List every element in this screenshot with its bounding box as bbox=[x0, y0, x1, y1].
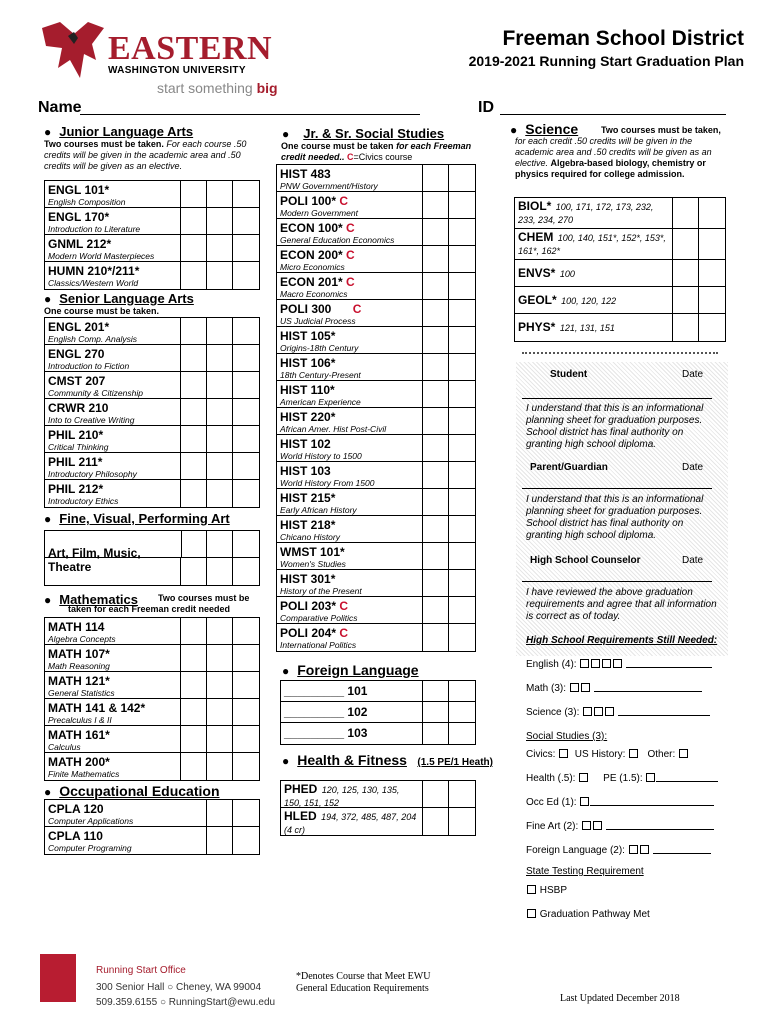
req-english: English (4): bbox=[526, 659, 712, 670]
checkbox[interactable] bbox=[580, 797, 589, 806]
checkbox[interactable] bbox=[629, 749, 638, 758]
parent-signature-line[interactable] bbox=[522, 488, 712, 489]
checkbox[interactable] bbox=[594, 707, 603, 716]
course-row[interactable]: HIST 301* History of the Present bbox=[277, 570, 475, 597]
student-label: Student bbox=[550, 369, 588, 380]
footnote: *Denotes Course that Meet EWU General Education Requirements bbox=[296, 971, 431, 994]
science-heading: ● Science bbox=[510, 121, 579, 137]
parent-statement: I understand that this is an informational planning sheet for graduation purposes. School district has final authority on granting high school diploma. bbox=[526, 494, 704, 541]
course-row[interactable]: MATH 114 Algebra Concepts bbox=[45, 618, 259, 645]
requirements-heading: High School Requirements Still Needed: bbox=[526, 635, 718, 646]
checkbox[interactable] bbox=[527, 885, 536, 894]
state-testing-heading: State Testing Requirement bbox=[526, 866, 644, 877]
senior-lang-grid bbox=[44, 317, 260, 508]
req-math: Math (3): bbox=[526, 683, 702, 694]
course-row[interactable]: GNML 212* Modern World Masterpieces bbox=[45, 235, 259, 262]
course-row[interactable]: MATH 200* Finite Mathematics bbox=[45, 753, 259, 780]
course-row[interactable]: HIST 103 World History From 1500 bbox=[277, 462, 475, 489]
course-row[interactable]: POLI 204* C International Politics bbox=[277, 624, 475, 651]
course-row[interactable]: PHIL 210* Critical Thinking bbox=[45, 426, 259, 453]
fine-arts-row[interactable]: Art, Film, Music, Theatre bbox=[45, 558, 259, 585]
checkbox[interactable] bbox=[582, 821, 591, 830]
social-heading: ● Jr. & Sr. Social Studies bbox=[282, 126, 445, 141]
course-row[interactable]: CMST 207 Community & Citizenship bbox=[45, 372, 259, 399]
parent-date-label: Date bbox=[682, 462, 704, 473]
req-social: Social Studies (3): bbox=[526, 731, 608, 742]
footer-contact: 509.359.6155 ○ RunningStart@ewu.edu bbox=[96, 997, 276, 1008]
math-heading: ● Mathematics bbox=[44, 592, 138, 607]
course-row[interactable]: HIST 215* Early African History bbox=[277, 489, 475, 516]
checkbox[interactable] bbox=[646, 773, 655, 782]
science-note: Two courses must be taken, for each credit .50 credits will be given in the academic area and .50 credits will be given as an elective. Algebra-based biology, chemistry or physics required for college admission. bbox=[515, 125, 721, 179]
senior-lang-note: One course must be taken. bbox=[44, 306, 160, 316]
social-note: One course must be taken for each Freeman credit needed.. C=Civics course bbox=[281, 141, 472, 162]
divider bbox=[522, 352, 718, 354]
checkbox[interactable] bbox=[629, 845, 638, 854]
social-grid bbox=[276, 164, 476, 652]
foreign-row[interactable]: _________ 101 bbox=[281, 681, 475, 702]
logo-eastern: EASTERN bbox=[108, 30, 273, 67]
checkbox[interactable] bbox=[602, 659, 611, 668]
course-row[interactable]: WMST 101* Women's Studies bbox=[277, 543, 475, 570]
checkbox[interactable] bbox=[580, 659, 589, 668]
req-foreign: Foreign Language (2): bbox=[526, 845, 711, 856]
course-row[interactable]: ENGL 201* English Comp. Analysis bbox=[45, 318, 259, 345]
science-grid bbox=[514, 197, 726, 342]
req-fine: Fine Art (2): bbox=[526, 821, 714, 832]
junior-lang-note: Two courses must be taken. For each course .50 credits will be given in the academic area and .50 credits will be given as an elective. bbox=[44, 139, 247, 171]
checkbox[interactable] bbox=[527, 909, 536, 918]
math-grid bbox=[44, 617, 260, 781]
req-occ: Occ Ed (1): bbox=[526, 797, 714, 808]
checkbox[interactable] bbox=[581, 683, 590, 692]
course-row[interactable]: ECON 201* C Macro Economics bbox=[277, 273, 475, 300]
foreign-heading: ● Foreign Language bbox=[282, 662, 419, 678]
district-title: Freeman School District bbox=[502, 27, 744, 50]
req-health: Health (.5): PE (1.5): bbox=[526, 773, 718, 784]
course-row[interactable]: ENVS* 100 bbox=[515, 260, 725, 287]
eagle-logo-icon bbox=[40, 20, 106, 80]
course-row[interactable]: HIST 220* African Amer. Hist Post-Civil bbox=[277, 408, 475, 435]
req-pathway: Graduation Pathway Met bbox=[526, 909, 650, 920]
last-updated: Last Updated December 2018 bbox=[560, 993, 680, 1004]
course-row[interactable]: HIST 102 World History to 1500 bbox=[277, 435, 475, 462]
course-row[interactable]: POLI 300 C US Judicial Process bbox=[277, 300, 475, 327]
fine-arts-grid bbox=[44, 530, 260, 586]
course-row[interactable]: MATH 161* Calculus bbox=[45, 726, 259, 753]
course-row[interactable]: ECON 100* C General Education Economics bbox=[277, 219, 475, 246]
course-row[interactable]: HIST 110* American Experience bbox=[277, 381, 475, 408]
course-row[interactable]: MATH 141 & 142* Precalculus I & II bbox=[45, 699, 259, 726]
occ-ed-heading: ● Occupational Education bbox=[44, 783, 220, 799]
plan-title: 2019-2021 Running Start Graduation Plan bbox=[468, 53, 744, 69]
course-row[interactable]: ECON 200* C Micro Economics bbox=[277, 246, 475, 273]
checkbox[interactable] bbox=[583, 707, 592, 716]
course-row[interactable]: HUMN 210*/211* Classics/Western World bbox=[45, 262, 259, 289]
student-date-label: Date bbox=[682, 369, 704, 380]
foreign-row[interactable]: _________ 102 bbox=[281, 702, 475, 723]
course-row[interactable]: MATH 107* Math Reasoning bbox=[45, 645, 259, 672]
checkbox[interactable] bbox=[570, 683, 579, 692]
course-row[interactable]: CHEM 100, 140, 151*, 152*, 153*, 161*, 162* bbox=[515, 229, 725, 260]
course-row[interactable]: HIST 483 PNW Government/History bbox=[277, 165, 475, 192]
course-row[interactable]: HIST 218* Chicano History bbox=[277, 516, 475, 543]
junior-lang-heading: ● Junior Language Arts bbox=[44, 124, 194, 139]
checkbox[interactable] bbox=[579, 773, 588, 782]
junior-lang-grid bbox=[44, 180, 260, 290]
footer-address: 300 Senior Hall ○ Cheney, WA 99004 bbox=[96, 982, 262, 993]
counselor-statement: I have reviewed the above graduation requirements and agree that all information is correct as of today. bbox=[526, 587, 717, 622]
course-row[interactable]: HLED 194, 372, 485, 487, 204 (4 cr) bbox=[281, 808, 475, 835]
checkbox[interactable] bbox=[593, 821, 602, 830]
name-field[interactable] bbox=[80, 114, 420, 115]
health-grid bbox=[280, 780, 476, 836]
req-social-sub: Civics: US History: Other: bbox=[526, 749, 689, 760]
foreign-grid bbox=[280, 680, 476, 745]
logo-tagline: start something big bbox=[157, 80, 278, 96]
name-label: Name bbox=[38, 99, 82, 116]
foreign-row[interactable]: _________ 103 bbox=[281, 723, 475, 744]
logo-university: WASHINGTON UNIVERSITY bbox=[108, 65, 246, 76]
course-row[interactable]: ENGL 170* Introduction to Literature bbox=[45, 208, 259, 235]
checkbox[interactable] bbox=[605, 707, 614, 716]
occ-ed-grid bbox=[44, 799, 260, 855]
counselor-label: High School Counselor bbox=[530, 555, 641, 566]
ewu-mark-icon bbox=[40, 954, 76, 1002]
footer-office: Running Start Office bbox=[96, 965, 186, 976]
math-note: Two courses must be taken for each Freeman credit needed bbox=[68, 593, 250, 614]
course-row[interactable]: ENGL 270 Introduction to Fiction bbox=[45, 345, 259, 372]
student-signature-line[interactable] bbox=[522, 398, 712, 399]
req-hsbp: HSBP bbox=[526, 885, 567, 896]
checkbox[interactable] bbox=[559, 749, 568, 758]
checkbox[interactable] bbox=[613, 659, 622, 668]
checkbox[interactable] bbox=[640, 845, 649, 854]
course-row[interactable]: POLI 203* C Comparative Politics bbox=[277, 597, 475, 624]
course-row[interactable]: CPLA 120 Computer Applications bbox=[45, 800, 259, 827]
course-row[interactable]: CRWR 210 Into to Creative Writing bbox=[45, 399, 259, 426]
course-row[interactable]: HIST 105* Origins-18th Century bbox=[277, 327, 475, 354]
parent-label: Parent/Guardian bbox=[530, 462, 608, 473]
course-row[interactable]: ENGL 101* English Composition bbox=[45, 181, 259, 208]
req-science: Science (3): bbox=[526, 707, 710, 718]
student-statement: I understand that this is an informational planning sheet for graduation purposes. School district has final authority on granting high school diploma. bbox=[526, 403, 704, 450]
checkbox[interactable] bbox=[591, 659, 600, 668]
course-row[interactable]: PHYS* 121, 131, 151 bbox=[515, 314, 725, 341]
course-row[interactable]: HIST 106* 18th Century-Present bbox=[277, 354, 475, 381]
counselor-date-label: Date bbox=[682, 555, 704, 566]
course-row[interactable]: POLI 100* C Modern Government bbox=[277, 192, 475, 219]
course-row[interactable]: PHIL 212* Introductory Ethics bbox=[45, 480, 259, 507]
course-row[interactable]: BIOL* 100, 171, 172, 173, 232, 233, 234, 270 bbox=[515, 198, 725, 229]
checkbox[interactable] bbox=[679, 749, 688, 758]
course-row[interactable]: GEOL* 100, 120, 122 bbox=[515, 287, 725, 314]
id-label: ID bbox=[478, 99, 494, 116]
health-heading: ● Health & Fitness (1.5 PE/1 Heath) bbox=[282, 752, 493, 768]
course-row[interactable]: MATH 121* General Statistics bbox=[45, 672, 259, 699]
fine-arts-heading: ● Fine, Visual, Performing Art bbox=[44, 511, 230, 526]
senior-lang-heading: ● Senior Language Arts bbox=[44, 291, 194, 306]
counselor-signature-line[interactable] bbox=[522, 581, 712, 582]
id-field[interactable] bbox=[500, 114, 726, 115]
course-row[interactable]: PHIL 211* Introductory Philosophy bbox=[45, 453, 259, 480]
course-row[interactable]: PHED 120, 125, 130, 135, 150, 151, 152 bbox=[281, 781, 475, 808]
course-row[interactable]: CPLA 110 Computer Programing bbox=[45, 827, 259, 854]
